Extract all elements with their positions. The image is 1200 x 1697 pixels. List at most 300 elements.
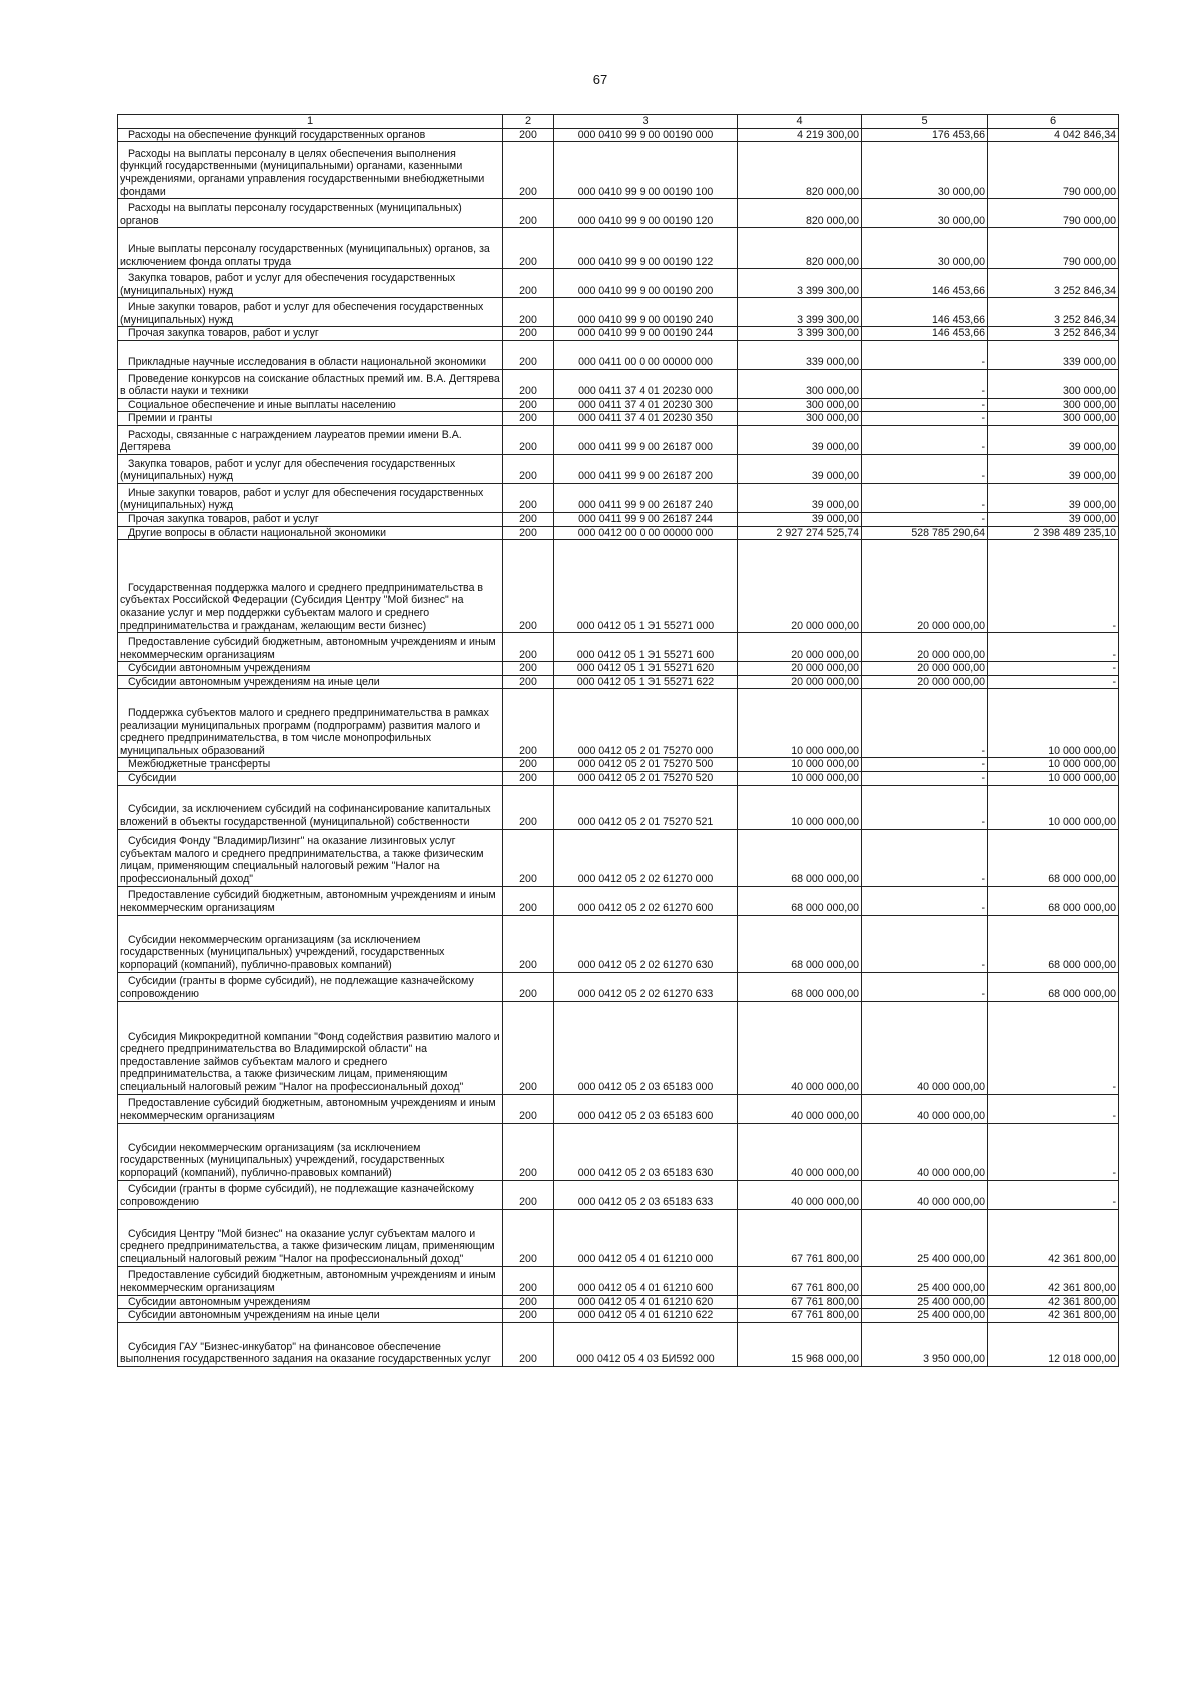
row-unexecuted: 3 252 846,34 <box>988 269 1119 298</box>
row-executed: 40 000 000,00 <box>862 1123 988 1180</box>
row-executed: 40 000 000,00 <box>862 1180 988 1209</box>
row-executed: 146 453,66 <box>862 327 988 341</box>
row-executed: - <box>862 398 988 412</box>
row-name-text: Предоставление субсидий бюджетным, автономным учреждениям и иным некоммерческим организациям <box>120 1097 496 1122</box>
row-name <box>118 512 503 526</box>
row-name <box>118 199 503 228</box>
row-budget-code: 000 0410 99 9 00 00190 000 <box>554 128 738 142</box>
row-admin-code: 200 <box>503 915 554 972</box>
table-row <box>118 340 1119 369</box>
header-cell: 4 <box>738 115 862 129</box>
row-budget-code: 000 0411 99 9 00 26187 000 <box>554 425 738 454</box>
row-budget-code: 000 0411 99 9 00 26187 244 <box>554 512 738 526</box>
row-name-text: Расходы на выплаты персоналу государственных (муниципальных) органов <box>120 202 462 227</box>
row-name-text: Субсидии автономным учреждениям <box>128 662 311 675</box>
row-unexecuted: 39 000,00 <box>988 483 1119 512</box>
row-budget-code: 000 0412 05 4 01 61210 000 <box>554 1209 738 1266</box>
table-row <box>118 915 1119 972</box>
row-approved: 339 000,00 <box>738 340 862 369</box>
row-name <box>118 1209 503 1266</box>
row-admin-code: 200 <box>503 269 554 298</box>
row-approved: 2 927 274 525,74 <box>738 526 862 540</box>
row-name <box>118 972 503 1001</box>
row-unexecuted: 10 000 000,00 <box>988 689 1119 758</box>
table-row <box>118 1094 1119 1123</box>
table-row <box>118 1295 1119 1309</box>
row-budget-code: 000 0412 05 4 01 61210 600 <box>554 1266 738 1295</box>
row-budget-code: 000 0412 05 2 01 75270 521 <box>554 785 738 829</box>
row-name-text: Субсидии автономным учреждениям на иные цели <box>128 1309 380 1322</box>
row-admin-code: 200 <box>503 454 554 483</box>
row-unexecuted: 2 398 489 235,10 <box>988 526 1119 540</box>
row-approved: 39 000,00 <box>738 483 862 512</box>
row-approved: 3 399 300,00 <box>738 298 862 327</box>
row-executed: 40 000 000,00 <box>862 1001 988 1094</box>
row-budget-code: 000 0411 37 4 01 20230 350 <box>554 412 738 426</box>
row-unexecuted: 42 361 800,00 <box>988 1295 1119 1309</box>
row-name-text: Расходы на обеспечение функций государственных органов <box>128 128 426 141</box>
row-name-text: Предоставление субсидий бюджетным, автономным учреждениям и иным некоммерческим организациям <box>120 635 496 661</box>
row-unexecuted: 300 000,00 <box>988 412 1119 426</box>
row-executed: - <box>862 915 988 972</box>
row-admin-code: 200 <box>503 886 554 915</box>
row-approved: 68 000 000,00 <box>738 915 862 972</box>
table-row <box>118 662 1119 676</box>
row-budget-code: 000 0412 05 1 Э1 55271 600 <box>554 633 738 662</box>
row-name-text: Иные закупки товаров, работ и услуг для обеспечения государственных (муниципальных) нужд <box>120 301 484 326</box>
table-row <box>118 298 1119 327</box>
row-name-text: Расходы, связанные с награждением лауреатов премии имени В.А. Дегтярева <box>120 428 462 454</box>
row-name-text: Прочая закупка товаров, работ и услуг <box>128 327 319 340</box>
row-executed: - <box>862 483 988 512</box>
row-name <box>118 1295 503 1309</box>
row-name-text: Прикладные научные исследования в области национальной экономики <box>128 356 487 369</box>
row-name <box>118 1322 503 1366</box>
row-unexecuted: 10 000 000,00 <box>988 771 1119 785</box>
row-unexecuted: - <box>988 1180 1119 1209</box>
row-admin-code: 200 <box>503 228 554 269</box>
row-name <box>118 142 503 199</box>
table-row <box>118 771 1119 785</box>
row-admin-code: 200 <box>503 1123 554 1180</box>
row-approved: 40 000 000,00 <box>738 1180 862 1209</box>
row-admin-code: 200 <box>503 412 554 426</box>
row-approved: 820 000,00 <box>738 199 862 228</box>
row-name <box>118 915 503 972</box>
row-admin-code: 200 <box>503 662 554 676</box>
row-name <box>118 1266 503 1295</box>
row-name <box>118 1309 503 1323</box>
row-unexecuted: - <box>988 1001 1119 1094</box>
row-name-text: Субсидии автономным учреждениям <box>128 1295 311 1308</box>
row-unexecuted: 68 000 000,00 <box>988 829 1119 886</box>
row-budget-code: 000 0412 05 2 02 61270 000 <box>554 829 738 886</box>
row-executed: 40 000 000,00 <box>862 1094 988 1123</box>
row-admin-code: 200 <box>503 298 554 327</box>
header-cell: 2 <box>503 115 554 129</box>
row-name-text: Поддержка субъектов малого и среднего предпринимательства в рамках реализации муниципальных программ (подпрограмм) развития малого и среднего предпринимательства, в том числе монопрофильных муниципальных образований <box>120 706 489 757</box>
row-admin-code: 200 <box>503 526 554 540</box>
row-approved: 20 000 000,00 <box>738 540 862 633</box>
row-name <box>118 540 503 633</box>
row-approved: 67 761 800,00 <box>738 1295 862 1309</box>
row-unexecuted: 10 000 000,00 <box>988 758 1119 772</box>
row-executed: - <box>862 412 988 426</box>
row-budget-code: 000 0412 05 1 Э1 55271 620 <box>554 662 738 676</box>
budget-table <box>117 114 1119 1367</box>
row-name <box>118 689 503 758</box>
row-executed: - <box>862 771 988 785</box>
row-name <box>118 369 503 398</box>
row-budget-code: 000 0412 05 2 03 65183 600 <box>554 1094 738 1123</box>
row-name <box>118 425 503 454</box>
row-name <box>118 412 503 426</box>
row-budget-code: 000 0412 05 1 Э1 55271 000 <box>554 540 738 633</box>
row-approved: 10 000 000,00 <box>738 689 862 758</box>
row-budget-code: 000 0411 37 4 01 20230 300 <box>554 398 738 412</box>
table-row <box>118 1001 1119 1094</box>
row-approved: 4 219 300,00 <box>738 128 862 142</box>
row-executed: - <box>862 340 988 369</box>
row-approved: 3 399 300,00 <box>738 269 862 298</box>
row-executed: 20 000 000,00 <box>862 675 988 689</box>
row-name <box>118 483 503 512</box>
row-unexecuted: 790 000,00 <box>988 199 1119 228</box>
row-budget-code: 000 0412 05 4 01 61210 620 <box>554 1295 738 1309</box>
table-row <box>118 829 1119 886</box>
row-admin-code: 200 <box>503 972 554 1001</box>
table-row <box>118 1309 1119 1323</box>
row-unexecuted: 68 000 000,00 <box>988 915 1119 972</box>
row-name-text: Субсидии (гранты в форме субсидий), не подлежащие казначейскому сопровождению <box>120 1183 474 1208</box>
table-row <box>118 512 1119 526</box>
row-approved: 40 000 000,00 <box>738 1123 862 1180</box>
row-budget-code: 000 0412 05 2 01 75270 520 <box>554 771 738 785</box>
row-unexecuted: - <box>988 675 1119 689</box>
table-row <box>118 526 1119 540</box>
row-name-text: Субсидия Микрокредитной компании "Фонд содействия развитию малого и среднего предпринимательства во Владимирской области" на предоставление займов субъектам малого и среднего предпринимательства, а также физическим лицам, применяющим специальный налоговый режим "Налог на профессиональный доход" <box>120 1030 500 1093</box>
table-row <box>118 1123 1119 1180</box>
row-approved: 67 761 800,00 <box>738 1266 862 1295</box>
row-approved: 15 968 000,00 <box>738 1322 862 1366</box>
row-budget-code: 000 0411 99 9 00 26187 200 <box>554 454 738 483</box>
row-name <box>118 758 503 772</box>
row-name-text: Расходы на выплаты персоналу в целях обеспечения выполнения функций государственными (муниципальными) органами, казенными учреждениями, органами управления государственными внебюджетными фондами <box>120 147 485 198</box>
row-name <box>118 1180 503 1209</box>
row-budget-code: 000 0412 05 2 02 61270 600 <box>554 886 738 915</box>
row-name <box>118 771 503 785</box>
header-cell: 3 <box>554 115 738 129</box>
row-budget-code: 000 0412 05 2 01 75270 500 <box>554 758 738 772</box>
row-unexecuted: 42 361 800,00 <box>988 1266 1119 1295</box>
row-name-text: Субсидии <box>128 771 177 784</box>
row-name-text: Предоставление субсидий бюджетным, автономным учреждениям и иным некоммерческим организациям <box>120 1269 496 1294</box>
row-name <box>118 398 503 412</box>
row-unexecuted: 12 018 000,00 <box>988 1322 1119 1366</box>
row-admin-code: 200 <box>503 1322 554 1366</box>
row-approved: 40 000 000,00 <box>738 1094 862 1123</box>
row-unexecuted: 39 000,00 <box>988 454 1119 483</box>
row-executed: - <box>862 785 988 829</box>
row-name <box>118 675 503 689</box>
row-budget-code: 000 0410 99 9 00 00190 100 <box>554 142 738 199</box>
row-admin-code: 200 <box>503 829 554 886</box>
row-unexecuted: 300 000,00 <box>988 369 1119 398</box>
row-budget-code: 000 0412 05 2 01 75270 000 <box>554 689 738 758</box>
row-approved: 20 000 000,00 <box>738 675 862 689</box>
table-row <box>118 1209 1119 1266</box>
row-name-text: Другие вопросы в области национальной экономики <box>128 526 386 539</box>
row-approved: 20 000 000,00 <box>738 633 862 662</box>
row-name-text: Субсидии некоммерческим организациям (за исключением государственных (муниципальных) учреждений, государственных корпораций (компаний), публично-правовых компаний) <box>120 1141 445 1179</box>
row-name <box>118 1001 503 1094</box>
row-name-text: Проведение конкурсов на соискание областных премий им. В.А. Дегтярева в области науки и техники <box>120 372 500 398</box>
row-admin-code: 200 <box>503 758 554 772</box>
row-executed: - <box>862 425 988 454</box>
row-name <box>118 298 503 327</box>
row-executed: 30 000,00 <box>862 142 988 199</box>
row-approved: 68 000 000,00 <box>738 972 862 1001</box>
row-name-text: Государственная поддержка малого и среднего предпринимательства в субъектах Российской Федерации (Субсидия Центру "Мой бизнес" на оказание услуг и мер поддержки субъектам малого и среднего предпринимательства и гражданам, желающим вести бизнес) <box>120 581 484 632</box>
row-approved: 39 000,00 <box>738 512 862 526</box>
table-row <box>118 972 1119 1001</box>
row-admin-code: 200 <box>503 398 554 412</box>
row-executed: - <box>862 972 988 1001</box>
row-admin-code: 200 <box>503 1209 554 1266</box>
row-budget-code: 000 0411 00 0 00 00000 000 <box>554 340 738 369</box>
row-approved: 3 399 300,00 <box>738 327 862 341</box>
header-row <box>118 115 1119 129</box>
table-row <box>118 398 1119 412</box>
row-name <box>118 633 503 662</box>
row-unexecuted: 790 000,00 <box>988 142 1119 199</box>
row-budget-code: 000 0410 99 9 00 00190 240 <box>554 298 738 327</box>
table-row <box>118 1322 1119 1366</box>
row-approved: 67 761 800,00 <box>738 1209 862 1266</box>
row-name <box>118 269 503 298</box>
row-admin-code: 200 <box>503 512 554 526</box>
row-budget-code: 000 0412 05 4 01 61210 622 <box>554 1309 738 1323</box>
row-budget-code: 000 0410 99 9 00 00190 122 <box>554 228 738 269</box>
row-admin-code: 200 <box>503 327 554 341</box>
row-name-text: Закупка товаров, работ и услуг для обеспечения государственных (муниципальных) нужд <box>120 272 456 297</box>
row-budget-code: 000 0411 37 4 01 20230 000 <box>554 369 738 398</box>
row-approved: 820 000,00 <box>738 228 862 269</box>
row-admin-code: 200 <box>503 540 554 633</box>
row-name-text: Субсидия Центру "Мой бизнес" на оказание услуг субъектам малого и среднего предпринимательства, а также физическим лицам, применяющим специальный налоговый режим "Налог на профессиональный доход" <box>120 1227 495 1265</box>
row-unexecuted: 39 000,00 <box>988 512 1119 526</box>
row-admin-code: 200 <box>503 142 554 199</box>
row-name-text: Социальное обеспечение и иные выплаты населению <box>128 398 396 411</box>
row-executed: 25 400 000,00 <box>862 1295 988 1309</box>
row-approved: 39 000,00 <box>738 425 862 454</box>
row-unexecuted: 4 042 846,34 <box>988 128 1119 142</box>
table-row <box>118 269 1119 298</box>
row-approved: 300 000,00 <box>738 412 862 426</box>
row-executed: 20 000 000,00 <box>862 662 988 676</box>
row-approved: 10 000 000,00 <box>738 785 862 829</box>
row-budget-code: 000 0412 00 0 00 00000 000 <box>554 526 738 540</box>
row-admin-code: 200 <box>503 1295 554 1309</box>
row-name <box>118 785 503 829</box>
row-name-text: Премии и гранты <box>128 412 213 425</box>
row-budget-code: 000 0410 99 9 00 00190 120 <box>554 199 738 228</box>
row-name <box>118 340 503 369</box>
row-unexecuted: - <box>988 1123 1119 1180</box>
row-name <box>118 662 503 676</box>
row-executed: 30 000,00 <box>862 199 988 228</box>
row-name-text: Субсидия ГАУ "Бизнес-инкубатор" на финансовое обеспечение выполнения государственного задания на оказание государственных услуг <box>120 1340 491 1366</box>
row-approved: 10 000 000,00 <box>738 758 862 772</box>
row-unexecuted: 300 000,00 <box>988 398 1119 412</box>
row-executed: - <box>862 829 988 886</box>
row-unexecuted: 42 361 800,00 <box>988 1309 1119 1323</box>
row-budget-code: 000 0412 05 4 03 БИ592 000 <box>554 1322 738 1366</box>
table-row <box>118 886 1119 915</box>
row-admin-code: 200 <box>503 1180 554 1209</box>
row-admin-code: 200 <box>503 199 554 228</box>
row-approved: 67 761 800,00 <box>738 1309 862 1323</box>
row-unexecuted: 3 252 846,34 <box>988 327 1119 341</box>
page-number: 67 <box>592 72 608 87</box>
row-admin-code: 200 <box>503 1266 554 1295</box>
row-executed: 25 400 000,00 <box>862 1266 988 1295</box>
table-row <box>118 633 1119 662</box>
table-row <box>118 199 1119 228</box>
row-name <box>118 1094 503 1123</box>
row-executed: - <box>862 758 988 772</box>
row-admin-code: 200 <box>503 340 554 369</box>
row-name <box>118 526 503 540</box>
table-row <box>118 412 1119 426</box>
table-row <box>118 483 1119 512</box>
row-executed: 528 785 290,64 <box>862 526 988 540</box>
row-approved: 20 000 000,00 <box>738 662 862 676</box>
row-admin-code: 200 <box>503 771 554 785</box>
row-approved: 10 000 000,00 <box>738 771 862 785</box>
row-budget-code: 000 0412 05 2 03 65183 000 <box>554 1001 738 1094</box>
row-unexecuted: 68 000 000,00 <box>988 886 1119 915</box>
row-name-text: Субсидии автономным учреждениям на иные цели <box>128 675 380 688</box>
row-executed: - <box>862 689 988 758</box>
row-executed: 176 453,66 <box>862 128 988 142</box>
row-name <box>118 886 503 915</box>
table-row <box>118 758 1119 772</box>
row-executed: 146 453,66 <box>862 298 988 327</box>
row-admin-code: 200 <box>503 675 554 689</box>
table-row <box>118 1266 1119 1295</box>
row-admin-code: 200 <box>503 425 554 454</box>
row-unexecuted: - <box>988 662 1119 676</box>
row-executed: - <box>862 369 988 398</box>
row-budget-code: 000 0410 99 9 00 00190 200 <box>554 269 738 298</box>
table-row <box>118 327 1119 341</box>
row-admin-code: 200 <box>503 1309 554 1323</box>
row-unexecuted: 10 000 000,00 <box>988 785 1119 829</box>
row-unexecuted: - <box>988 1094 1119 1123</box>
row-budget-code: 000 0412 05 2 02 61270 633 <box>554 972 738 1001</box>
row-executed: 25 400 000,00 <box>862 1309 988 1323</box>
row-name <box>118 829 503 886</box>
row-unexecuted: 790 000,00 <box>988 228 1119 269</box>
table-row <box>118 540 1119 633</box>
row-approved: 68 000 000,00 <box>738 829 862 886</box>
table-row <box>118 454 1119 483</box>
table-row <box>118 785 1119 829</box>
header-cell: 6 <box>988 115 1119 129</box>
row-name-text: Межбюджетные трансферты <box>128 758 271 771</box>
row-name-text: Субсидии, за исключением субсидий на софинансирование капитальных вложений в объекты государственной (муниципальной) собственности <box>120 803 491 828</box>
row-approved: 39 000,00 <box>738 454 862 483</box>
row-admin-code: 200 <box>503 369 554 398</box>
row-name <box>118 1123 503 1180</box>
row-name-text: Иные закупки товаров, работ и услуг для обеспечения государственных (муниципальных) нужд <box>120 486 484 512</box>
row-admin-code: 200 <box>503 633 554 662</box>
row-unexecuted: - <box>988 633 1119 662</box>
row-budget-code: 000 0410 99 9 00 00190 244 <box>554 327 738 341</box>
table-row <box>118 142 1119 199</box>
table-row <box>118 425 1119 454</box>
table-row <box>118 689 1119 758</box>
row-name <box>118 128 503 142</box>
table-row <box>118 1180 1119 1209</box>
row-budget-code: 000 0412 05 2 02 61270 630 <box>554 915 738 972</box>
row-budget-code: 000 0412 05 1 Э1 55271 622 <box>554 675 738 689</box>
row-name-text: Субсидии (гранты в форме субсидий), не подлежащие казначейскому сопровождению <box>120 975 474 1000</box>
row-admin-code: 200 <box>503 1094 554 1123</box>
row-unexecuted: 339 000,00 <box>988 340 1119 369</box>
row-unexecuted: 68 000 000,00 <box>988 972 1119 1001</box>
row-unexecuted: 42 361 800,00 <box>988 1209 1119 1266</box>
table-row <box>118 128 1119 142</box>
row-executed: 25 400 000,00 <box>862 1209 988 1266</box>
table-row <box>118 228 1119 269</box>
row-executed: 146 453,66 <box>862 269 988 298</box>
header-cell: 1 <box>118 115 503 129</box>
row-name-text: Субсидия Фонду "ВладимирЛизинг" на оказание лизинговых услуг субъектам малого и среднего предпринимательства, а также физическим лицам, применяющим специальный налоговый режим "Налог на профессиональный доход" <box>120 835 484 885</box>
row-budget-code: 000 0411 99 9 00 26187 240 <box>554 483 738 512</box>
row-approved: 40 000 000,00 <box>738 1001 862 1094</box>
row-admin-code: 200 <box>503 128 554 142</box>
table-row <box>118 675 1119 689</box>
row-approved: 68 000 000,00 <box>738 886 862 915</box>
row-unexecuted: 3 252 846,34 <box>988 298 1119 327</box>
row-name <box>118 228 503 269</box>
row-name-text: Прочая закупка товаров, работ и услуг <box>128 512 319 525</box>
row-name-text: Субсидии некоммерческим организациям (за исключением государственных (муниципальных) учреждений, государственных корпораций (компаний), публично-правовых компаний) <box>120 933 445 971</box>
row-approved: 300 000,00 <box>738 398 862 412</box>
row-unexecuted: - <box>988 540 1119 633</box>
row-approved: 820 000,00 <box>738 142 862 199</box>
row-executed: - <box>862 454 988 483</box>
row-executed: 20 000 000,00 <box>862 540 988 633</box>
row-executed: - <box>862 512 988 526</box>
row-executed: 20 000 000,00 <box>862 633 988 662</box>
row-admin-code: 200 <box>503 689 554 758</box>
header-cell: 5 <box>862 115 988 129</box>
row-name <box>118 327 503 341</box>
row-budget-code: 000 0412 05 2 03 65183 630 <box>554 1123 738 1180</box>
row-executed: - <box>862 886 988 915</box>
row-admin-code: 200 <box>503 1001 554 1094</box>
row-executed: 3 950 000,00 <box>862 1322 988 1366</box>
table-row <box>118 369 1119 398</box>
row-name <box>118 454 503 483</box>
row-admin-code: 200 <box>503 483 554 512</box>
row-name-text: Иные выплаты персоналу государственных (муниципальных) органов, за исключением фонда оплаты труда <box>120 243 490 268</box>
row-admin-code: 200 <box>503 785 554 829</box>
row-name-text: Закупка товаров, работ и услуг для обеспечения государственных (муниципальных) нужд <box>120 457 456 483</box>
